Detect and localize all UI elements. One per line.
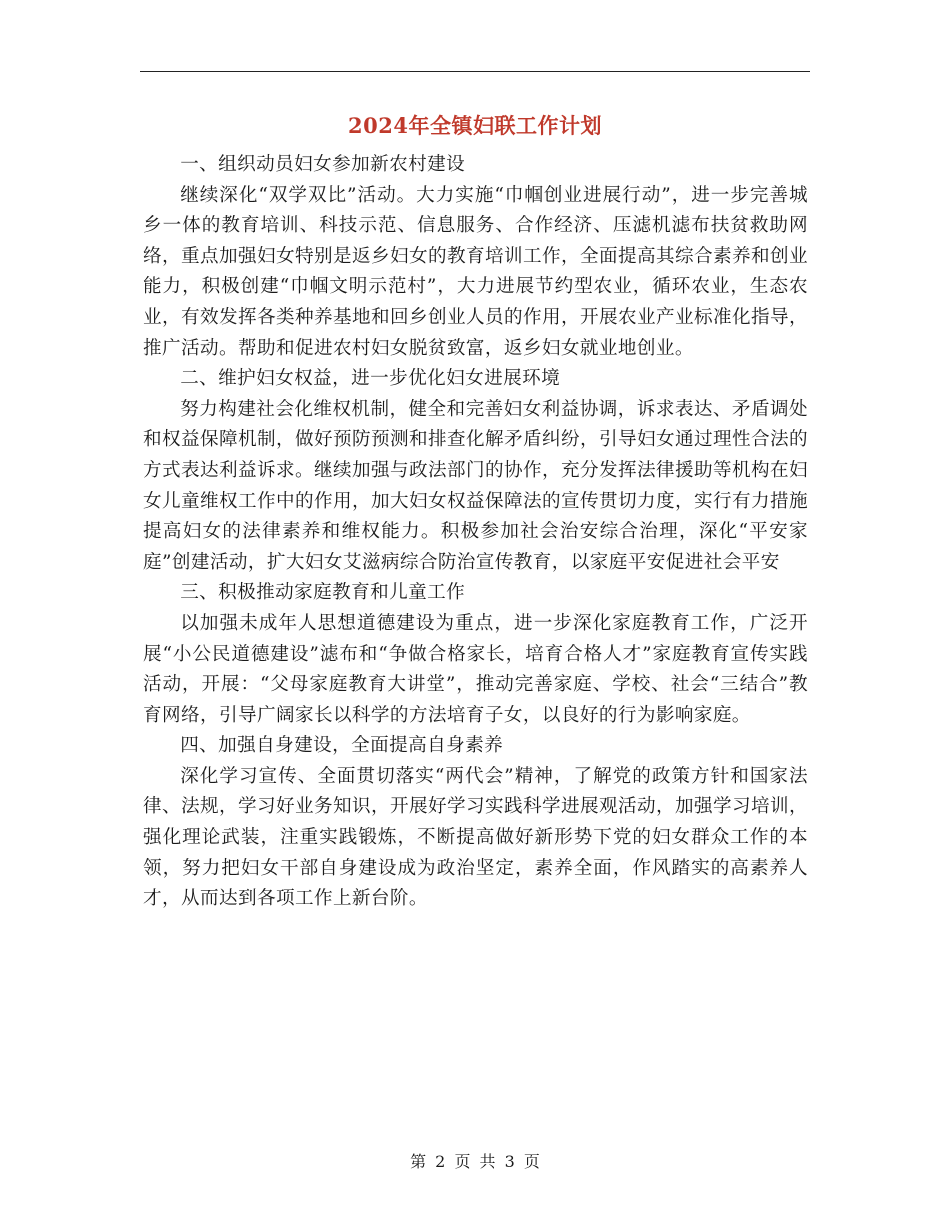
document-body — [143, 150, 808, 915]
section-paragraph-1: 继续深化“双学双比”活动。大力实施“巾帼创业进展行动”，进一步完善城乡一体的教育培训、科技示范、信息服务、合作经济、压滤机滤布扶贫救助网络，重点加强妇女特别是返乡妇女的教育培训工作，全面提高其综合素养和创业能力，积极创建“巾帼文明示范村”，大力进展节约型农业，循环农业，生态农业，有效发挥各类种养基地和回乡创业人员的作用，开展农业产业标准化指导，推广活动。帮助和促进农村妇女脱贫致富，返乡妇女就业地创业。 — [143, 184, 808, 359]
document-title: 2024年全镇妇联工作计划 — [348, 113, 602, 138]
section-paragraph-3: 以加强未成年人思想道德建设为重点，进一步深化家庭教育工作，广泛开展“小公民道德建设”滤布和“争做合格家长，培育合格人才”家庭教育宣传实践活动，开展：“父母家庭教育大讲堂”，推动完善家庭、学校、社会“三结合”教育网络，引导广阔家长以科学的方法培育子女，以良好的行为影响家庭。 — [143, 612, 808, 726]
header-rule — [140, 71, 810, 72]
section-heading-2: 二、维护妇女权益，进一步优化妇女进展环境 — [180, 368, 561, 390]
section-heading-4: 四、加强自身建设，全面提高自身素养 — [180, 735, 504, 757]
section-heading-1: 一、组织动员妇女参加新农村建设 — [180, 154, 466, 175]
section-paragraph-4: 深化学习宣传、全面贯切落实“两代会”精神，了解党的政策方针和国家法律、法规，学习好业务知识，开展好学习实践科学进展观活动，加强学习培训，强化理论武装，注重实践锻炼，不断提高做好新形势下党的妇女群众工作的本领，努力把妇女干部自身建设成为政治坚定，素养全面，作风踏实的高素养人才，从而达到各项工作上新台阶。 — [143, 765, 808, 910]
section-heading-3: 三、积极推动家庭教育和儿童工作 — [180, 582, 466, 604]
page-number-footer: 第 2 页 共 3 页 — [410, 1152, 540, 1171]
section-paragraph-2: 努力构建社会化维权机制，健全和完善妇女利益协调，诉求表达、矛盾调处和权益保障机制，做好预防预测和排查化解矛盾纠纷，引导妇女通过理性合法的方式表达利益诉求。继续加强与政法部门的协作，充分发挥法律援助等机构在妇女儿童维权工作中的作用，加大妇女权益保障法的宣传贯切力度，实行有力措施提高妇女的法律素养和维权能力。积极参加社会治安综合治理，深化“平安家庭”创建活动，扩大妇女艾滋病综合防治宣传教育，以家庭平安促进社会平安 — [143, 398, 808, 573]
